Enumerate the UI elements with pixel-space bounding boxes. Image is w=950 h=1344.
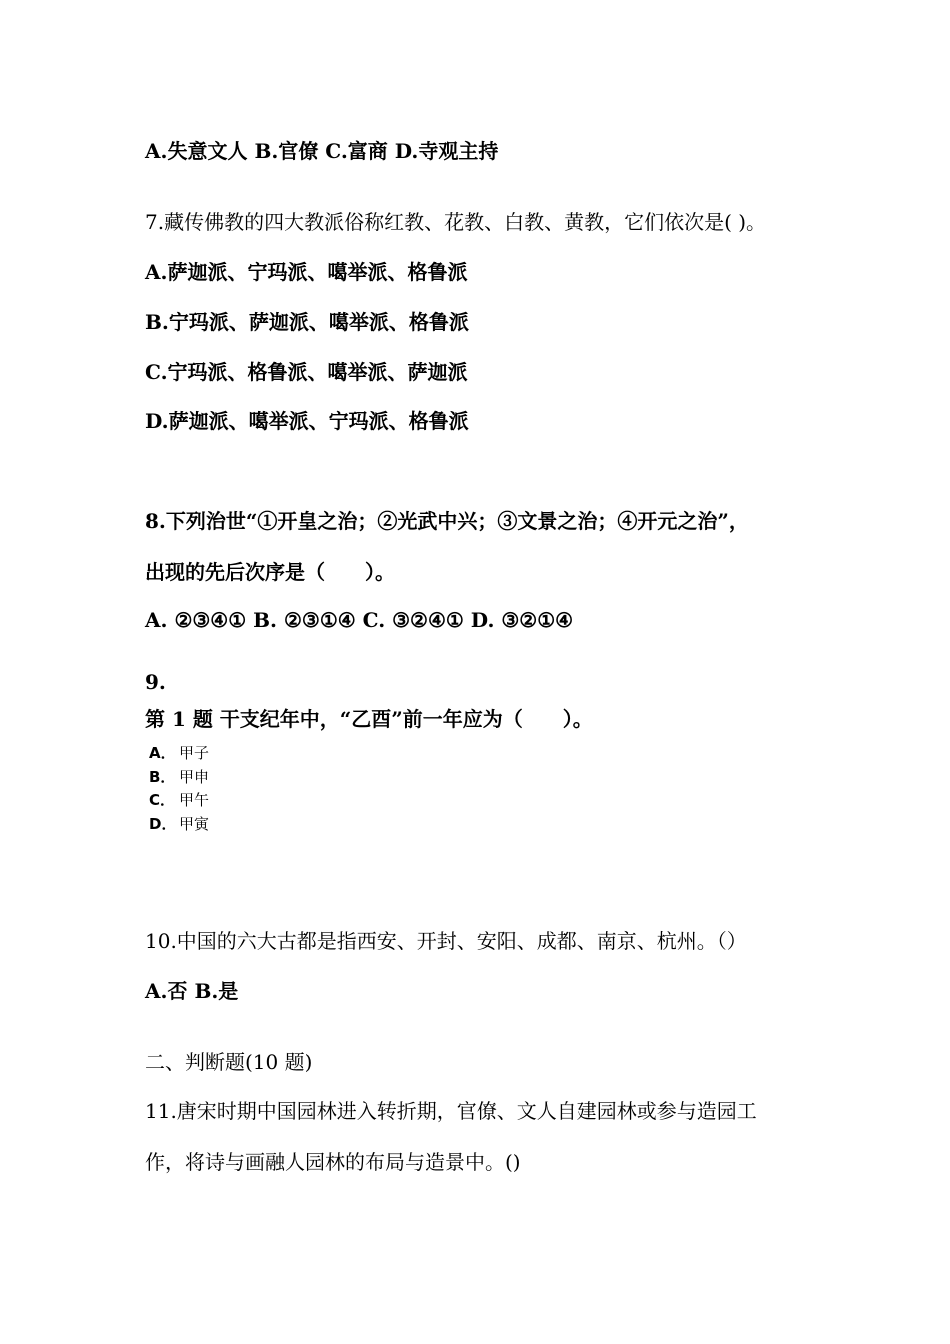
q8-stem-line1: 8.下列治世“①开皇之治；②光武中兴；③文景之治；④开元之治”， — [145, 509, 749, 533]
q10-stem: 10.中国的六大古都是指西安、开封、安阳、成都、南京、杭州。（） — [145, 929, 747, 953]
q9-option-a — [149, 743, 209, 763]
q9-option-key: C． — [149, 791, 176, 809]
q11-line2: 作，将诗与画融人园林的布局与造景中。() — [145, 1150, 521, 1174]
q8-stem-line2: 出现的先后次序是（ ）。 — [145, 560, 395, 584]
q9-number: 9. — [145, 670, 166, 694]
q7-option-a: A.萨迦派、宁玛派、噶举派、格鲁派 — [145, 260, 468, 284]
q6-options: A.失意文人 B.官僚 C.富商 D.寺观主持 — [145, 139, 499, 163]
q9-option-c — [149, 790, 209, 810]
q9-option-text: 甲子 — [179, 744, 210, 762]
q11-line1: 11.唐宋时期中国园林进入转折期，官僚、文人自建园林或参与造园工 — [145, 1099, 757, 1123]
q7-option-b: B.宁玛派、萨迦派、噶举派、格鲁派 — [145, 310, 469, 334]
q7-option-d: D.萨迦派、噶举派、宁玛派、格鲁派 — [145, 409, 469, 433]
q8-options: A. ②③④① B. ②③①④ C. ③②④① D. ③②①④ — [145, 608, 574, 632]
q9-option-text: 甲寅 — [179, 815, 210, 833]
q9-option-key: D． — [149, 815, 177, 833]
q7-stem: 7.藏传佛教的四大教派俗称红教、花教、白教、黄教，它们依次是( )。 — [145, 210, 767, 234]
q9-option-key: B． — [149, 768, 176, 786]
q9-option-text: 甲申 — [179, 768, 210, 786]
q10-options: A.否 B.是 — [145, 979, 239, 1003]
section2-title: 二、判断题(10 题) — [145, 1050, 313, 1074]
q9-stem: 第 1 题 干支纪年中，“乙酉”前一年应为（ ）。 — [145, 707, 593, 731]
q9-option-key: A． — [149, 744, 176, 762]
q9-option-text: 甲午 — [179, 791, 210, 809]
q9-option-d — [149, 814, 209, 834]
q7-option-c: C.宁玛派、格鲁派、噶举派、萨迦派 — [145, 360, 468, 384]
q9-option-b — [149, 767, 209, 787]
